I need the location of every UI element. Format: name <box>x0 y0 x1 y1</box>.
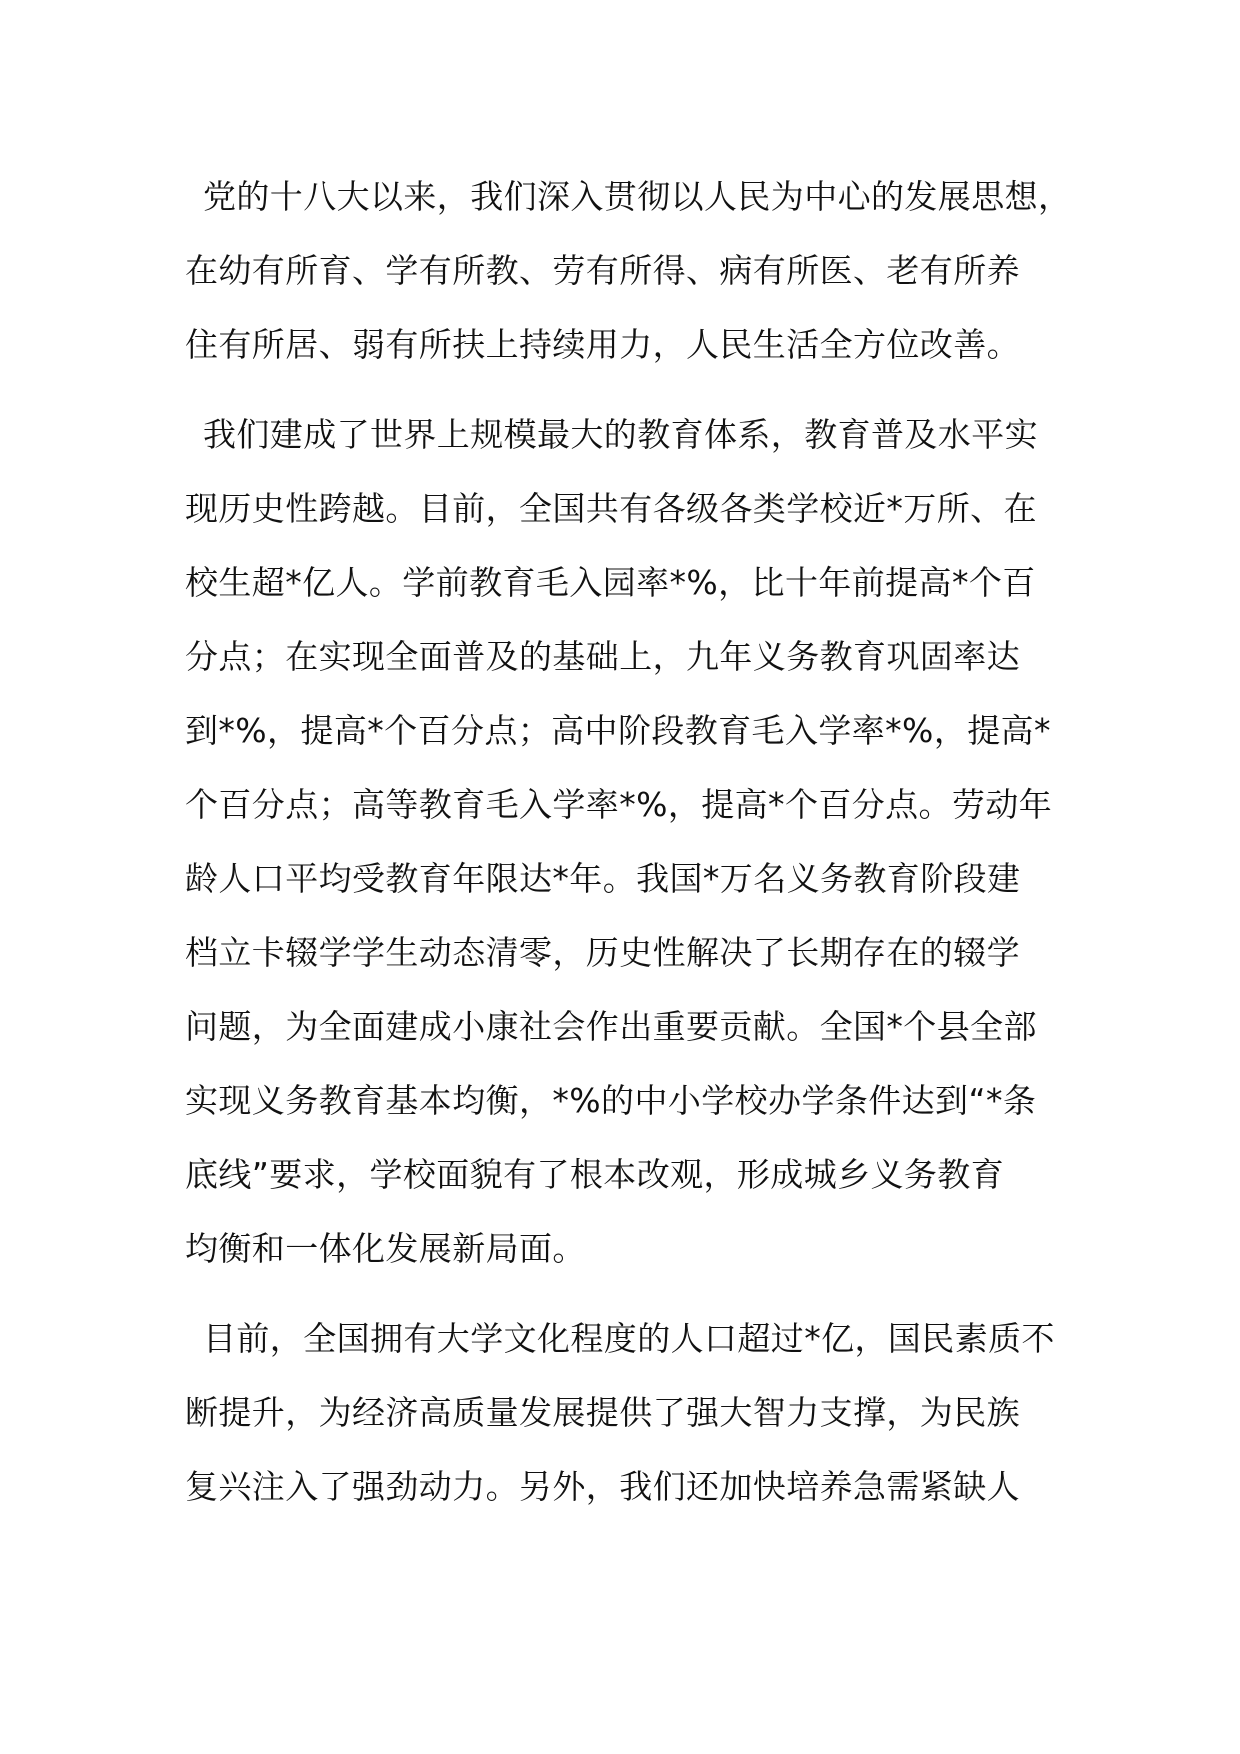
paragraph-spacer <box>185 382 1085 398</box>
paragraph-line: 分点；在实现全面普及的基础上，九年义务教育巩固率达 <box>185 637 1020 676</box>
paragraph-line: 龄人口平均受教育年限达*年。我国*万名义务教育阶段建 <box>185 859 1021 898</box>
paragraph-3 <box>185 1302 1085 1524</box>
paragraph-line: 到*%，提高*个百分点；高中阶段教育毛入学率*%，提高* <box>185 711 1051 750</box>
paragraph-line: 我们建成了世界上规模最大的教育体系，教育普及水平实 <box>203 415 1038 454</box>
paragraph-line: 住有所居、弱有所扶上持续用力，人民生活全方位改善。 <box>185 325 1020 364</box>
paragraph-2 <box>185 398 1085 1286</box>
paragraph-line: 底线”要求，学校面貌有了根本改观，形成城乡义务教育 <box>185 1155 1005 1194</box>
paragraph-line: 目前，全国拥有大学文化程度的人口超过*亿，国民素质不 <box>203 1319 1055 1358</box>
document-body <box>185 160 1085 1524</box>
paragraph-line: 档立卡辍学学生动态清零，历史性解决了长期存在的辍学 <box>185 933 1020 972</box>
paragraph-line: 在幼有所育、学有所教、劳有所得、病有所医、老有所养 <box>185 251 1020 290</box>
paragraph-line: 问题，为全面建成小康社会作出重要贡献。全国*个县全部 <box>185 1007 1037 1046</box>
paragraph-line: 个百分点；高等教育毛入学率*%，提高*个百分点。劳动年 <box>185 785 1053 824</box>
paragraph-line: 现历史性跨越。目前，全国共有各级各类学校近*万所、在 <box>185 489 1037 528</box>
paragraph-line: 实现义务教育基本均衡，*%的中小学校办学条件达到“*条 <box>185 1081 1037 1120</box>
paragraph-1 <box>185 160 1085 382</box>
paragraph-line: 断提升，为经济高质量发展提供了强大智力支撑，为民族 <box>185 1393 1020 1432</box>
paragraph-line: 校生超*亿人。学前教育毛入园率*%，比十年前提高*个百 <box>185 563 1036 602</box>
paragraph-line: 均衡和一体化发展新局面。 <box>185 1229 586 1268</box>
paragraph-spacer <box>185 1286 1085 1302</box>
paragraph-line: 党的十八大以来，我们深入贯彻以人民为中心的发展思想， <box>203 177 1072 216</box>
paragraph-line: 复兴注入了强劲动力。另外，我们还加快培养急需紧缺人 <box>185 1467 1020 1506</box>
